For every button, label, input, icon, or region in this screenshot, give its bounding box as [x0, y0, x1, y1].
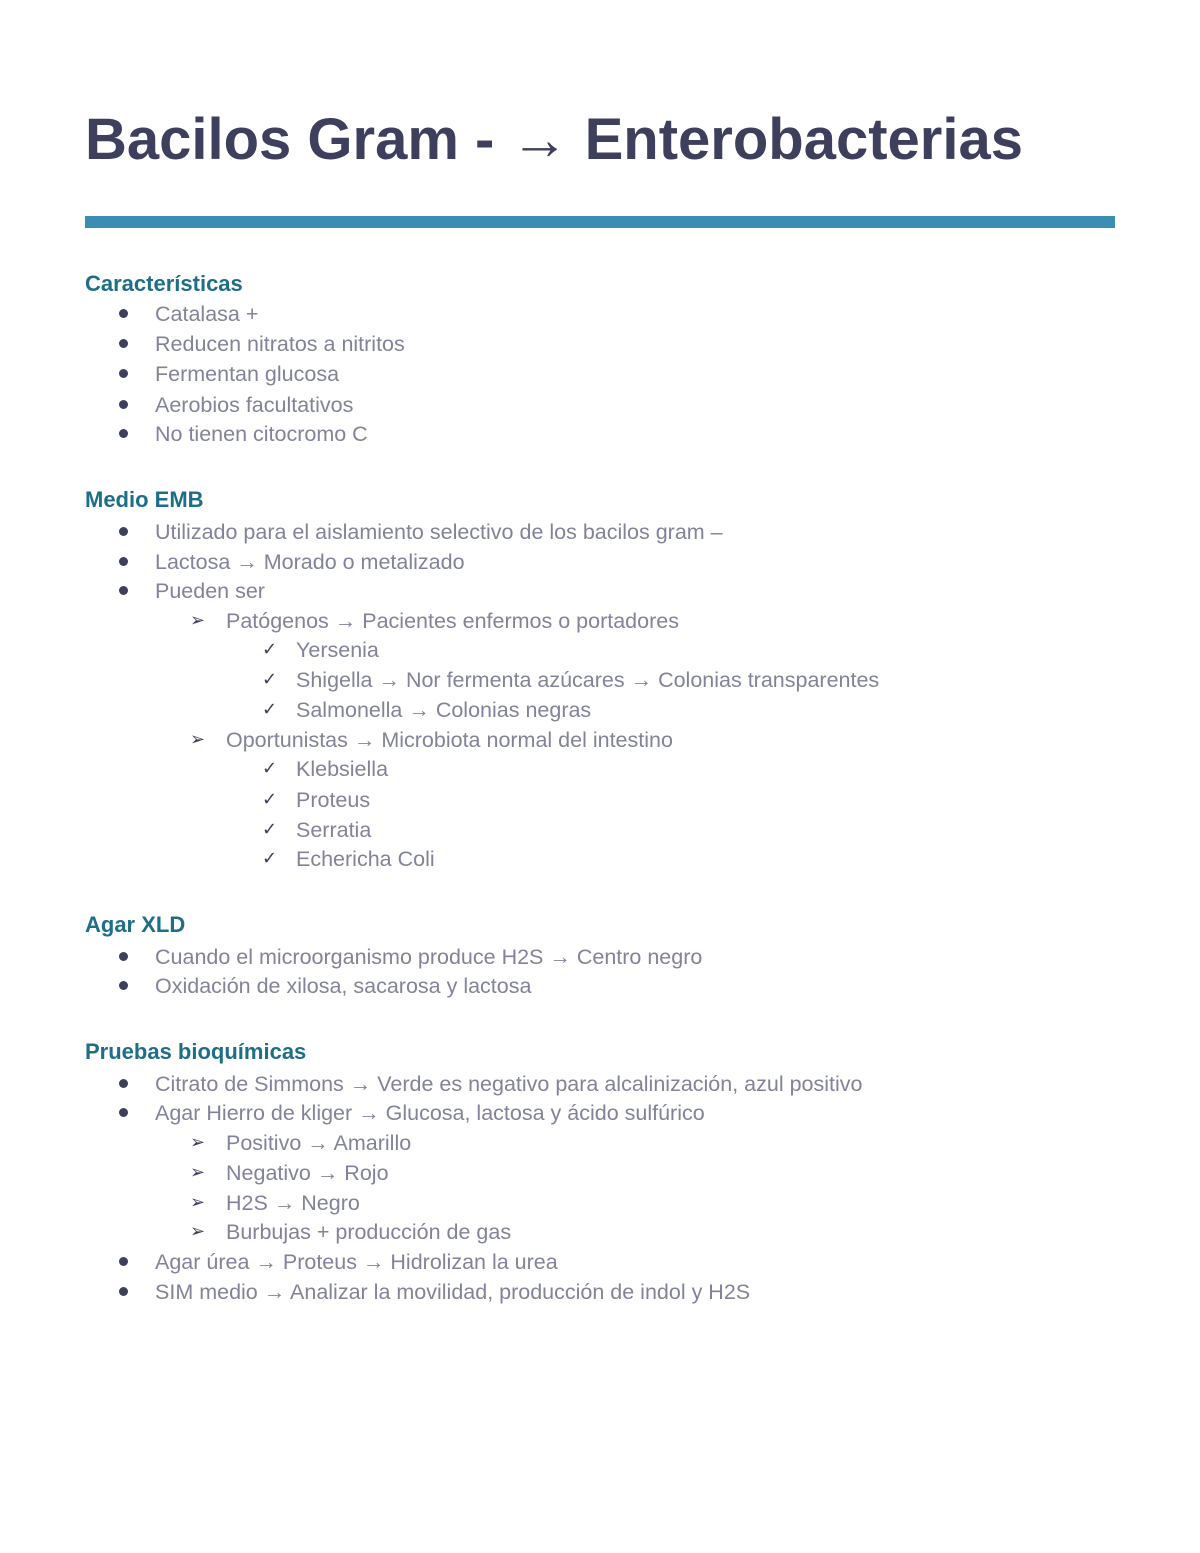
- list-item: SIM medio → Analizar la movilidad, producción de indol y H2S: [155, 1280, 751, 1304]
- section-heading-agar-xld: Agar XLD: [85, 912, 186, 937]
- bullet-icon: [119, 586, 128, 595]
- section-heading-caracteristicas: Características: [85, 271, 243, 296]
- arrowhead-bullet-icon: ➢: [190, 1132, 206, 1153]
- list-item: Fermentan glucosa: [155, 362, 340, 386]
- list-item: Klebsiella: [296, 757, 389, 781]
- section-heading-medio-emb: Medio EMB: [85, 487, 204, 512]
- bullet-icon: [119, 309, 128, 318]
- arrowhead-bullet-icon: ➢: [190, 610, 206, 631]
- list-item: Salmonella → Colonias negras: [296, 698, 592, 722]
- bullet-icon: [119, 429, 128, 438]
- list-item: Reducen nitratos a nitritos: [155, 332, 405, 356]
- arrowhead-bullet-icon: ➢: [190, 1221, 206, 1242]
- checkmark-icon: ✓: [262, 699, 278, 720]
- list-item: Echericha Coli: [296, 847, 435, 871]
- list-item: Agar Hierro de kliger → Glucosa, lactosa y ácido sulfúrico: [155, 1101, 705, 1125]
- page-title: Bacilos Gram - → Enterobacterias: [85, 107, 1023, 172]
- list-item: Shigella → Nor fermenta azúcares → Colonias transparentes: [296, 668, 880, 692]
- list-item: H2S → Negro: [226, 1191, 360, 1215]
- bullet-icon: [119, 339, 128, 348]
- list-item: Utilizado para el aislamiento selectivo de los bacilos gram –: [155, 520, 723, 544]
- list-item: Burbujas + producción de gas: [226, 1220, 512, 1244]
- arrowhead-bullet-icon: ➢: [190, 1162, 206, 1183]
- list-item: Patógenos → Pacientes enfermos o portadores: [226, 609, 679, 633]
- list-item: Lactosa → Morado o metalizado: [155, 550, 465, 574]
- section-heading-pruebas-bioquimicas: Pruebas bioquímicas: [85, 1039, 307, 1064]
- bullet-icon: [119, 952, 128, 961]
- list-item: Negativo → Rojo: [226, 1161, 389, 1185]
- bullet-icon: [119, 1287, 128, 1296]
- bullet-icon: [119, 1108, 128, 1117]
- list-item: Positivo → Amarillo: [226, 1131, 412, 1155]
- list-item: No tienen citocromo C: [155, 422, 368, 446]
- list-item: Citrato de Simmons → Verde es negativo para alcalinización, azul positivo: [155, 1072, 863, 1096]
- arrowhead-bullet-icon: ➢: [190, 729, 206, 750]
- list-item: Catalasa +: [155, 302, 259, 326]
- bullet-icon: [119, 369, 128, 378]
- checkmark-icon: ✓: [262, 669, 278, 690]
- list-item: Cuando el microorganismo produce H2S → Centro negro: [155, 945, 703, 969]
- list-item: Oportunistas → Microbiota normal del intestino: [226, 728, 673, 752]
- list-item: Yersenia: [296, 638, 379, 662]
- bullet-icon: [119, 400, 128, 409]
- list-item: Proteus: [296, 788, 371, 812]
- bullet-icon: [119, 1257, 128, 1266]
- checkmark-icon: ✓: [262, 848, 278, 869]
- bullet-icon: [119, 557, 128, 566]
- list-item: Serratia: [296, 818, 372, 842]
- arrowhead-bullet-icon: ➢: [190, 1192, 206, 1213]
- checkmark-icon: ✓: [262, 819, 278, 840]
- bullet-icon: [119, 981, 128, 990]
- list-item: Aerobios facultativos: [155, 393, 354, 417]
- bullet-icon: [119, 1079, 128, 1088]
- checkmark-icon: ✓: [262, 789, 278, 810]
- title-divider: [85, 216, 1115, 228]
- bullet-icon: [119, 527, 128, 536]
- checkmark-icon: ✓: [262, 639, 278, 660]
- checkmark-icon: ✓: [262, 758, 278, 779]
- list-item: Pueden ser: [155, 579, 265, 603]
- list-item: Agar úrea → Proteus → Hidrolizan la urea: [155, 1250, 558, 1274]
- list-item: Oxidación de xilosa, sacarosa y lactosa: [155, 974, 532, 998]
